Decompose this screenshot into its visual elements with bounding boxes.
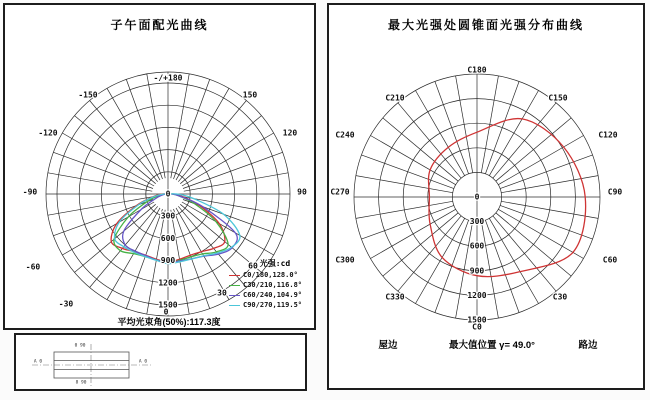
- polar-grid-spoke: [498, 136, 583, 185]
- angle-tick-label: C150: [548, 93, 568, 103]
- radial-tick-label: 300: [469, 217, 485, 227]
- left-chart-title: 子午面配光曲线: [110, 18, 209, 32]
- legend-label: C90/270,119.5°: [243, 301, 303, 309]
- right-chart-title: 最大光强处圆锥面光强分布曲线: [387, 18, 584, 32]
- polar-grid-spoke: [501, 176, 598, 193]
- polar-grid-spoke: [493, 103, 556, 178]
- polar-grid-spoke: [456, 76, 473, 173]
- meridian-chart-panel: [3, 3, 316, 330]
- radial-tick-label: 1500: [158, 300, 178, 310]
- legend-label: C0/180,128.0°: [243, 271, 298, 279]
- radial-tick-label: 1200: [467, 290, 487, 300]
- avg-beam-angle-label: 平均光束角(50%):117.3度: [117, 317, 221, 327]
- polar-grid-spoke: [501, 201, 598, 218]
- radial-tick-label: 1500: [467, 315, 487, 325]
- legend-label: C30/210,116.8°: [243, 281, 303, 289]
- angle-tick-label: -90: [22, 187, 38, 197]
- dim-label-top: 0 90: [74, 343, 86, 349]
- angle-tick-label: C30: [552, 292, 568, 302]
- dim-label-left: A 0: [33, 359, 43, 365]
- polar-grid-spoke: [398, 103, 461, 178]
- angle-tick-label: 150: [242, 90, 258, 100]
- legend-label: C60/240,104.9°: [243, 291, 303, 299]
- angle-tick-label: 90: [297, 187, 307, 197]
- legend-color-swatch: [229, 285, 240, 286]
- polar-grid-spoke: [416, 91, 465, 176]
- angle-tick-label: C180: [467, 65, 487, 75]
- center-label: 0: [165, 189, 171, 199]
- polar-grid-spoke: [183, 152, 283, 188]
- angle-tick-label: -120: [38, 128, 58, 138]
- radial-tick-label: 1200: [158, 278, 178, 288]
- legend-color-swatch: [229, 295, 240, 296]
- polar-grid-spoke: [371, 209, 456, 258]
- radial-tick-label: 900: [160, 256, 176, 266]
- angle-tick-label: C300: [335, 255, 355, 265]
- angle-tick-label: C90: [607, 187, 623, 197]
- angle-tick-label: C330: [385, 292, 405, 302]
- road-side-label: 路边: [578, 340, 598, 351]
- angle-tick-label: -30: [58, 299, 74, 309]
- house-side-label: 屋边: [378, 340, 398, 351]
- polar-grid-spoke: [485, 220, 519, 313]
- polar-grid-spoke: [383, 118, 458, 181]
- angle-tick-label: C120: [598, 130, 618, 140]
- polar-grid-spoke: [361, 205, 454, 239]
- dimension-sketch: [16, 335, 305, 389]
- polar-grid-spoke: [356, 176, 453, 193]
- dim-label-right: A 0: [138, 359, 148, 365]
- legend: [229, 258, 321, 310]
- polar-grid-spoke: [500, 205, 592, 239]
- angle-tick-label: C270: [330, 187, 350, 197]
- angle-tick-label: 60: [248, 261, 258, 271]
- polar-grid-spoke: [53, 152, 153, 188]
- angle-tick-label: C210: [385, 93, 405, 103]
- dim-label-bottom: 8 90: [75, 380, 87, 386]
- polar-grid-spoke: [489, 218, 538, 303]
- polar-grid-spoke: [398, 216, 461, 291]
- angle-tick-label: C0: [472, 322, 482, 332]
- angle-tick-label: C240: [335, 130, 355, 140]
- radial-tick-label: 600: [469, 241, 485, 251]
- legend-row: [229, 300, 321, 310]
- center-label: 0: [474, 192, 480, 202]
- polar-grid-spoke: [126, 79, 162, 179]
- polar-grid-spoke: [361, 155, 454, 189]
- polar-grid-spoke: [174, 79, 210, 179]
- radial-tick-label: 600: [160, 233, 176, 243]
- polar-grid-spoke: [498, 209, 583, 258]
- polar-grid-spoke: [485, 81, 519, 173]
- angle-tick-label: -60: [25, 262, 41, 272]
- angle-tick-label: 0: [163, 307, 169, 317]
- legend-row: [229, 270, 321, 280]
- polar-grid-spoke: [383, 213, 458, 276]
- radial-tick-label: 300: [160, 211, 176, 221]
- legend-color-swatch: [229, 275, 240, 276]
- polar-grid-spoke: [416, 218, 465, 303]
- polar-grid-spoke: [435, 81, 469, 173]
- angle-tick-label: 120: [282, 128, 298, 138]
- polar-grid-spoke: [371, 136, 456, 185]
- polar-grid-spoke: [435, 220, 469, 313]
- polar-grid-spoke: [493, 216, 556, 291]
- legend-row: [229, 290, 321, 300]
- cone-polar-chart: [329, 5, 643, 388]
- cone-chart-panel: [327, 3, 645, 390]
- polar-grid-spoke: [356, 201, 453, 218]
- angle-tick-label: -150: [78, 90, 98, 100]
- angle-tick-label: 30: [217, 288, 227, 298]
- legend-row: [229, 280, 321, 290]
- max-position-label: 最大值位置 γ= 49.0°: [449, 340, 535, 351]
- angle-tick-label: -/+180: [153, 73, 183, 83]
- legend-title: 光强:cd: [259, 259, 291, 268]
- polar-grid-spoke: [489, 91, 538, 176]
- radial-tick-label: 900: [469, 266, 485, 276]
- legend-color-swatch: [229, 305, 240, 306]
- angle-tick-label: C60: [602, 255, 618, 265]
- polar-grid-spoke: [496, 118, 571, 181]
- polar-grid-spoke: [496, 213, 571, 276]
- luminaire-dimension-drawing: [14, 333, 307, 391]
